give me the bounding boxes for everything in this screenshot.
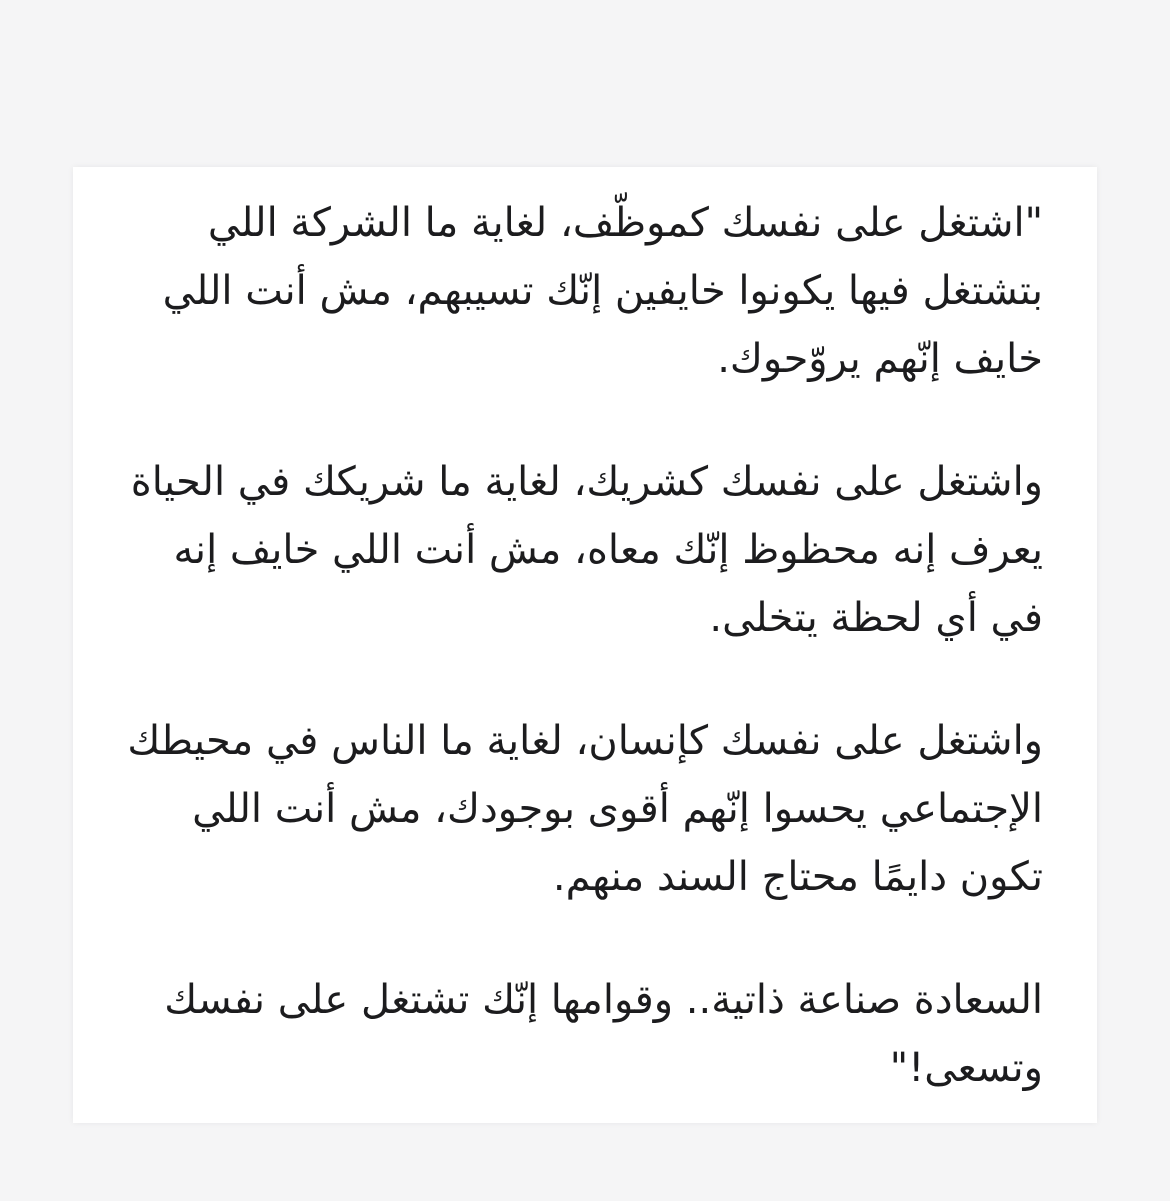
paragraph-happiness: السعادة صناعة ذاتية.. وقوامها إنّك تشتغل على نفسك وتسعى!" <box>164 977 1043 1091</box>
quote-card <box>73 167 1097 1123</box>
paragraph-employee: "اشتغل على نفسك كموظّف، لغاية ما الشركة اللي بتشتغل فيها يكونوا خايفين إنّك تسيبهم، مش أنت اللي خايف إنّهم يروّحوك. <box>162 200 1043 382</box>
quote-text <box>113 189 1057 1102</box>
paragraph-partner: واشتغل على نفسك كشريك، لغاية ما شريكك في الحياة يعرف إنه محظوظ إنّك معاه، مش أنت اللي خايف إنه في أي لحظة يتخلى. <box>130 459 1043 641</box>
paragraph-human: واشتغل على نفسك كإنسان، لغاية ما الناس في محيطك الإجتماعي يحسوا إنّهم أقوى بوجودك، مش أنت اللي تكون دايمًا محتاج السند منهم. <box>127 718 1043 900</box>
